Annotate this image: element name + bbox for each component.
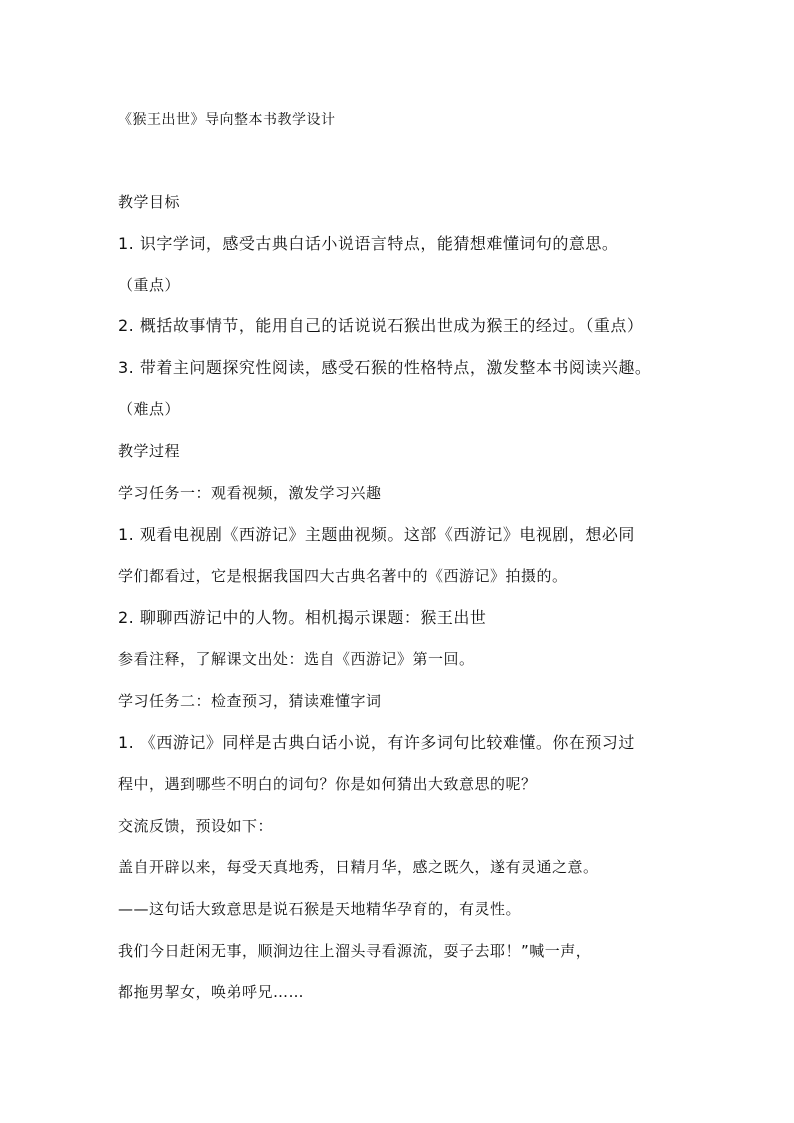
task-1-step-1-line-1: 1. 观看电视剧《西游记》主题曲视频。这部《西游记》电视剧，想必同 <box>118 525 635 544</box>
task-1-step-1-line-2: 学们都看过，它是根据我国四大古典名著中的《西游记》拍摄的。 <box>118 567 568 585</box>
quote-2-line-1: 我们今日赶闲无事，顺涧边往上溜头寻看源流，耍子去耶！”喊一声， <box>118 942 592 960</box>
document-title: 《猴王出世》导向整本书教学设计 <box>118 112 336 128</box>
objective-3: 3. 带着主问题探究性阅读，感受石猴的性格特点，激发整本书阅读兴趣。 <box>118 358 652 377</box>
objective-1-tag: （重点） <box>118 276 181 294</box>
objective-1: 1. 识字学词，感受古典白话小说语言特点，能猜想难懂词句的意思。 <box>118 234 619 253</box>
task-2-step-1-line-2: 程中，遇到哪些不明白的词句？你是如何猜出大致意思的呢？ <box>118 775 537 793</box>
process-heading: 教学过程 <box>118 442 181 460</box>
quote-2-line-2: 都拖男挈女，唤弟呼兄…… <box>118 983 305 1001</box>
feedback-line: 交流反馈，预设如下： <box>118 817 274 835</box>
task-1-step-2: 2. 聊聊西游记中的人物。相机揭示课题：猴王出世 <box>118 608 487 627</box>
objective-3-tag: （难点） <box>118 400 181 418</box>
task-2-step-1-line-1: 1. 《西游记》同样是古典白话小说，有许多词句比较难懂。你在预习过 <box>118 733 635 752</box>
quote-1: 盖自开辟以来，每受天真地秀，日精月华，感之既久，遂有灵通之意。 <box>118 858 599 876</box>
objectives-heading: 教学目标 <box>118 193 181 211</box>
explanation-1: ——这句话大致意思是说石猴是天地精华孕育的，有灵性。 <box>118 900 522 918</box>
objective-2: 2. 概括故事情节，能用自己的话说说石猴出世成为猴王的经过。（重点） <box>118 316 644 335</box>
task-1-heading: 学习任务一：观看视频，激发学习兴趣 <box>118 484 382 502</box>
task-1-note: 参看注释，了解课文出处：选自《西游记》第一回。 <box>118 650 475 668</box>
task-2-heading: 学习任务二：检查预习，猜读难懂字词 <box>118 692 382 710</box>
